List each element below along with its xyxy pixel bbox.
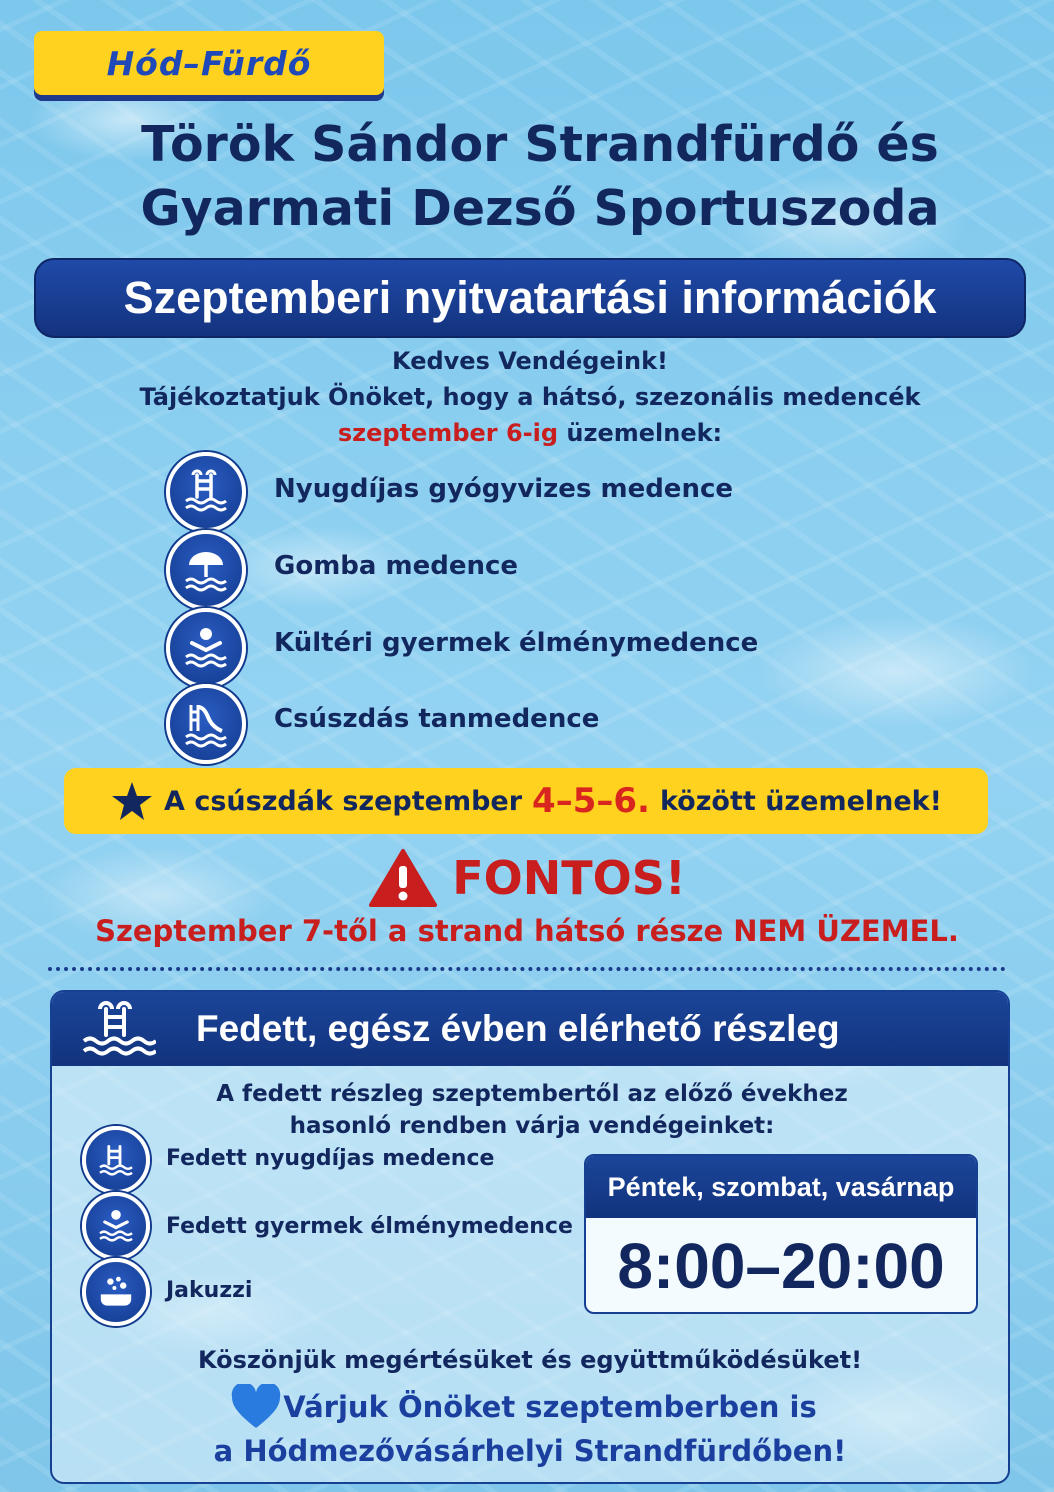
indoor-pool-2: Fedett gyermek élménymedence [166, 1214, 573, 1239]
child-swimming-icon [166, 608, 246, 688]
pool-ladder-icon [166, 452, 246, 532]
water-slide-icon [166, 684, 246, 764]
important-text: Szeptember 7-től a strand hátsó része NEM ÜZEMEL. [95, 914, 959, 948]
intro-line2: Tájékoztatjuk Önöket, hogy a hátsó, szezonális medencék [139, 383, 921, 411]
closing-line1: Várjuk Önöket szeptemberben is [283, 1390, 817, 1424]
child-swimming-icon [82, 1192, 150, 1260]
slides-notice-after: között üzemelnek! [659, 785, 942, 817]
opening-time: 8:00–20:00 [617, 1230, 945, 1302]
slides-notice-dates: 4–5–6. [532, 781, 650, 821]
brand-logo [34, 31, 384, 95]
umbrella-icon [166, 530, 246, 610]
important-heading-row [0, 845, 1054, 911]
intro-line3-rest: üzemelnek: [558, 419, 723, 447]
star-icon [110, 779, 154, 823]
important-heading: FONTOS! [452, 851, 686, 905]
page-title-line1: Török Sándor Strandfürdő és [141, 116, 939, 173]
indoor-section-header [52, 992, 1008, 1066]
warning-icon [368, 848, 438, 908]
seasonal-pool-3: Kültéri gyermek élménymedence [274, 628, 759, 658]
intro-greeting: Kedves Vendégeink! [392, 347, 668, 375]
page-title-line2: Gyarmati Dezső Sportuszoda [140, 180, 940, 237]
opening-hours-box [584, 1154, 978, 1314]
seasonal-pool-2: Gomba medence [274, 551, 519, 581]
indoor-pool-1: Fedett nyugdíjas medence [166, 1146, 495, 1171]
thanks-text: Köszönjük megértésüket és együttműködésüket! [197, 1346, 863, 1374]
indoor-section-title: Fedett, egész évben elérhető részleg [196, 1008, 840, 1049]
seasonal-pool-1: Nyugdíjas gyógyvizes medence [274, 474, 733, 504]
jacuzzi-icon [82, 1258, 150, 1326]
banner-text: Szeptemberi nyitvatartási információk [123, 272, 937, 323]
indoor-text-line2: hasonló rendben várja vendégeinket: [289, 1113, 775, 1139]
brand-name: Hód–Fürdő [106, 43, 312, 83]
intro-highlight-date: szeptember 6-ig [337, 419, 559, 447]
indoor-text-line1: A fedett részleg szeptembertől az előző évekhez [216, 1081, 848, 1107]
intro-line3 [80, 417, 980, 449]
pool-ladder-icon [80, 1001, 156, 1057]
slides-notice [64, 768, 988, 834]
opening-days: Péntek, szombat, vasárnap [586, 1156, 976, 1218]
dotted-divider [48, 967, 1006, 971]
seasonal-pool-4: Csúszdás tanmedence [274, 704, 600, 734]
indoor-section [50, 990, 1010, 1484]
indoor-pool-3: Jakuzzi [166, 1278, 253, 1303]
closing-line2: a Hódmezővásárhelyi Strandfürdőben! [213, 1434, 847, 1468]
slides-notice-before: A csúszdák szeptember [164, 785, 523, 817]
section-banner [34, 258, 1026, 338]
pool-ladder-icon [82, 1126, 150, 1194]
